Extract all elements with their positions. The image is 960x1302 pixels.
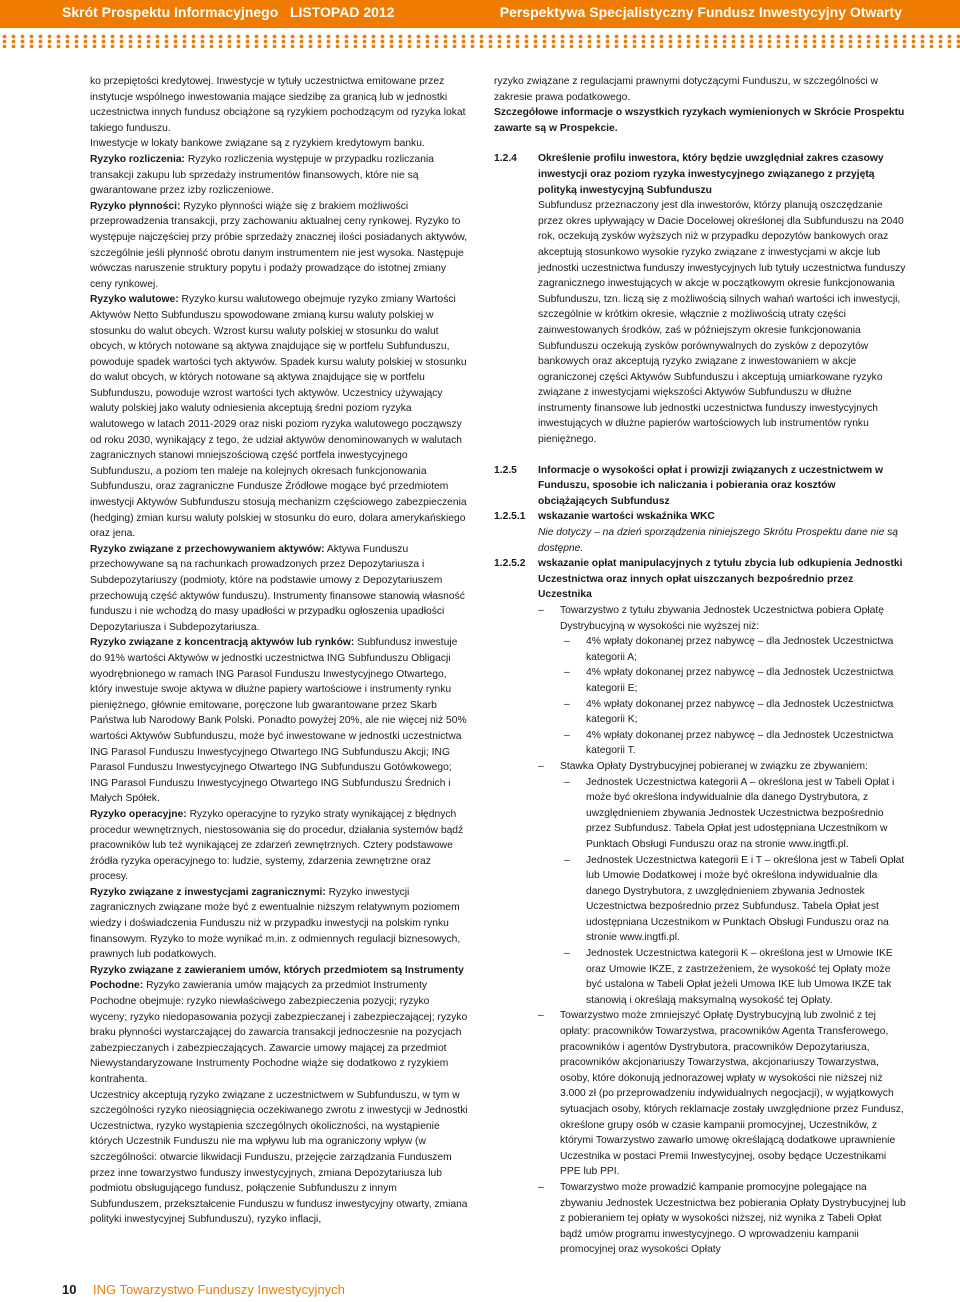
list-item: – 4% wpłaty dokonanej przez nabywcę – dla Jednostek Uczestnictwa kategorii T. [564, 729, 894, 757]
paragraph: Ryzyko operacyjne: Ryzyko operacyjne to ryzyko straty wynikającej z błędnych procedur wewnętrznych, niestosowania się do procedur, działania systemów bądź pracowników lub też wynikającej ze zdarzeń zewnętrznych. Cztery podstawowe źródła ryzyka operacyjnego to: ludzie, systemy, zdarzenia zewnętrzne oraz procesy. [90, 808, 464, 883]
section-body: Nie dotyczy – na dzień sporządzenia niniejszego Skrótu Prospektu dane nie są dostępne. [538, 527, 899, 554]
section-1-2-5-1 [494, 509, 906, 556]
dash-marker: – [564, 776, 570, 788]
section-1-2-4 [494, 151, 906, 447]
paragraph: Uczestnicy akceptują ryzyko związane z uczestnictwem w Subfunduszu, w tym w szczególności ryzyko nieosiągnięcia oczekiwanego zwrotu z inwestycji w Jednostki Uczestnictwa, ryzyko wystąpienia szczególnych okoliczności, na wystąpienie których Uczestnik Funduszu nie ma wpływu lub ma ograniczony wpływ (w szczególności: otwarcie likwidacji Funduszu, przejęcie zarządzania Funduszem przez inne towarzystwo funduszy inwestycyjnych, zmiana Depozytariusza lub podmiotu obsługującego fundusz, połączenie Subfunduszu z innym Subfunduszem, przekształcenie Funduszu w fundusz inwestycyjny otwarty, zmiana polityki inwestycyjnej Subfunduszu), ryzyko inflacji, [90, 1089, 468, 1226]
section-title: wskazanie wartości wskaźnika WKC [538, 511, 715, 523]
dash-marker: – [538, 1010, 544, 1022]
dash-marker: – [564, 948, 570, 960]
dotted-divider [0, 34, 960, 48]
left-column [90, 74, 468, 1228]
footer-company-name: ING Towarzystwo Funduszy Inwestycyjnych [93, 1282, 345, 1297]
list-item: – Jednostek Uczestnictwa kategorii K – określona jest w Umowie IKE oraz Umowie IKZE, z zastrzeżeniem, że wysokość tej Opłaty może być ustalona w Tabeli Opłat jeżeli Umowa IKE lub Umowa IKZE tak stanowią i określają maksymalną wysokość tej Opłaty. [564, 948, 893, 1006]
list-item: – Towarzystwo może zmniejszyć Opłatę Dystrybucyjną lub zwolnić z tej opłaty: pracowników Towarzystwa, pracowników Agenta Transferowego, pracowników i agentów Dystrybutora, pracowników Depozytariusza, pracowników akcjonariuszy Towarzystwa, akcjonariuszy Towarzystwa, osoby, które dokonują jednorazowej wpłaty w wysokości nie niższej niż 3.000 zł (po przeprowadzeniu indywidualnych negocjacji), w wyjątkowych sytuacjach osoby, których reklamacje zostały uwzględnione przez Fundusz, określone grupy osób w czasie kampanii promocyjnej, Uczestników, z którymi Towarzystwo zawarło umowę określającą dodatkowe uprawnienie Uczestnika w postaci Premii Inwestycyjnej, osoby będące Uczestnikami PPE lub PPI. [538, 1010, 904, 1178]
section-title: Informacje o wysokości opłat i prowizji związanych z uczestnictwem w Funduszu, sposobie ich naliczania i pobierania oraz kosztów obciążających Subfundusz [538, 464, 884, 507]
page-number: 10 [62, 1282, 77, 1297]
list-item: – 4% wpłaty dokonanej przez nabywcę – dla Jednostek Uczestnictwa kategorii K; [564, 698, 894, 726]
section-body: Subfundusz przeznaczony jest dla inwestorów, którzy planują oszczędzanie przez okres upływający w Dacie Docelowej określonej dla Subfunduszu na 2040 rok, oczekują zysków wyższych niż w przypadku depozytów bankowych oraz akceptują stosunkowo wysokie ryzyko związane z inwestycjami w akcje lub jednostki uczestnictwa funduszy inwestycyjnych lub tytuły uczestnictwa funduszy zagranicznego inwestujących w akcje w początkowym okresie funkcjonowania Subfunduszu, tzn. liczą się z możliwością silnych wahań wartości ich inwestycji, szczególnie w krótkim okresie, włącznie z możliwością utraty części zainwestowanych środków, zaś w późniejszym okresie funkcjonowania Subfunduszu oczekują zysków porównywalnych do zysków z depozytów bankowych oraz akceptują ryzyko związane z inwestowaniem w akcje ograniczonej części Aktywów Subfunduszu i akceptują umiarkowane ryzyko związane z inwestycjami większości Aktywów Subfunduszu w dłużne instrumenty finansowe lub jednostki uczestnictwa funduszy inwestycyjnych inwestujących w dłużne papierów wartościowych lub instrumentów rynku pieniężnego. [538, 200, 906, 446]
section-number: 1.2.5 [494, 464, 517, 476]
list-item: – Jednostek Uczestnictwa kategorii E i T – określona jest w Tabeli Opłat lub Umowie Dodatkowej i może być określona indywidualnie dla danego Dystrybutora, z uwzględnieniem zbywania Jednostek Uczestnictwa bezpośrednio przez Subfundusz. Tabela Opłat jest udostępniana Uczestnikom w Punktach Obsługi Funduszu oraz na stronie www.ingtfi.pl. [564, 854, 905, 944]
paragraph: Ryzyko płynności: Ryzyko płynności wiąże się z brakiem możliwości przeprowadzenia transakcji, przy zachowaniu aktualnej ceny rynkowej. Ryzyko to występuje najczęściej przy próbie sprzedaży znacznej ilości posiadanych aktywów, szczególnie jeśli płynność obrotu danym instrumentem nie jest wysoka. Następuje wówczas naruszenie struktury popytu i podaży prowadzące do istotnej zmiany ceny rynkowej. [90, 200, 468, 290]
header-title: Skrót Prospektu Informacyjnego LISTOPAD 2012 [62, 4, 395, 20]
list-item: – Stawka Opłaty Dystrybucyjnej pobieranej w związku ze zbywaniem: [494, 759, 906, 775]
list-item: – 4% wpłaty dokonanej przez nabywcę – dla Jednostek Uczestnictwa kategorii A; [564, 636, 894, 663]
paragraph: Ryzyko związane z przechowywaniem aktywów: Aktywa Funduszu przechowywane są na rachunkach prowadzonych przez Depozytariusza i Subdepozytariuszy (podmioty, które na podstawie umowy z Depozytariuszem przechowują część aktywów funduszu). Instrumenty finansowe stanowią własność funduszu i nie wchodzą do masy upadłości w przypadku ogłoszenia upadłości Depozytariusza i Subdepozytariusza. [90, 543, 465, 633]
section-number: 1.2.4 [494, 153, 517, 165]
paragraph: Szczegółowe informacje o wszystkich ryzykach wymienionych w Skrócie Prospektu zawarte są w Prospekcie. [494, 107, 905, 134]
paragraph: Ryzyko rozliczenia: Ryzyko rozliczenia występuje w przypadku rozliczania transakcji zakupu lub sprzedaży instrumentów finansowych, które nie są gwarantowane przez izby rozliczeniowe. [90, 153, 434, 197]
section-1-2-5 [494, 463, 906, 510]
paragraph: Ryzyko walutowe: Ryzyko kursu walutowego obejmuje ryzyko zmiany Wartości Aktywów Netto Subfunduszu spowodowane zmianą kursu waluty polskiej w stosunku do walut obcych. Wzrost kursu waluty polskiej w stosunku do walut obcych, w których notowane są aktywa znajdujące się w portfelu Subfunduszu, powoduje spadek wartości tych aktywów. Spadek kursu waluty polskiej w stosunku do walut obcych, w których notowane są aktywa znajdujące się w portfelu Subfunduszu, powoduje wzrost wartości tych aktywów. Uczestnicy używający waluty polskiej jako waluty odniesienia akceptują średni poziom ryzyka walutowego w latach 2011-2029 oraz niski poziom ryzyka walutowego począwszy od roku 2030, wynikający z tego, że udział aktywów denominowanych w walutach zagranicznych stanowi mniejszościową część portfela inwestycyjnego Subfunduszu, a poziom ten maleje na kolejnych okresach funkcjonowania Subfunduszu, oraz zagraniczne Fundusze Źródłowe mogące być przedmiotem inwestycji Aktywów Subfunduszu stosują mechanizm częściowego zabezpieczenia (hedging) zmian kursu waluty polskiej w stosunku do euro, dolara amerykańskiego oraz jena. [90, 294, 467, 540]
dash-marker: – [564, 729, 570, 741]
paragraph: ko przepiętości kredytowej. Inwestycje w tytuły uczestnictwa emitowane przez instytucje wspólnego inwestowania mające siedzibę za granicą lub w jednostki uczestnictwa innych fundusz obciążone są ryzykiem pochodzącym od ryzyka lokat takiego funduszu. [90, 76, 466, 134]
list-item: – 4% wpłaty dokonanej przez nabywcę – dla Jednostek Uczestnictwa kategorii E; [564, 667, 894, 694]
paragraph: Ryzyko związane z inwestycjami zagranicznymi: Ryzyko inwestycji zagranicznych związane może być z ewentualnie niższym relatywnym poziomem wiedzy i doświadczenia Funduszu niż w przypadku inwestycji na polskim rynku finansowym. Ryzyko to może wynikać m.in. z odmiennych regulacji biznesowych, prawnych lub podatkowych. [90, 886, 461, 961]
list-item: – Towarzystwo może prowadzić kampanie promocyjne polegające na zbywaniu Jednostek Uczestnictwa bez pobierania Opłaty Dystrybucyjnej lub z pobieraniem tej opłaty w wysokości niższej, niż wynika z Tabeli Opłat bądź umów programu inwestycyjnego. O wprowadzeniu kampanii promocyjnej oraz wysokości Opłaty [538, 1181, 906, 1256]
right-column [494, 74, 906, 1258]
dash-marker: – [538, 760, 544, 772]
paragraph: ryzyko związane z regulacjami prawnymi dotyczącymi Funduszu, w szczególności w zakresie prawa podatkowego. [494, 76, 878, 103]
paragraph: Inwestycje w lokaty bankowe związane są z ryzykiem kredytowym banku. [90, 138, 425, 150]
list-item: – Jednostek Uczestnictwa kategorii A – określona jest w Tabeli Opłat i może być określona indywidualnie dla danego Dystrybutora, z uwzględnieniem zbywania Jednostek Uczestnictwa bezpośrednio przez Subfundusz. Tabela Opłat jest udostępniana Uczestnikom w Punktach Obsługi Funduszu oraz na stronie www.ingtfi.pl. [564, 776, 895, 850]
dash-marker: – [538, 1181, 544, 1193]
section-title: Określenie profilu inwestora, który będzie uwzględniał zakres czasowy inwestycji oraz poziom ryzyka inwestycyjnego związanego z przyjętą polityką inwestycyjną Subfunduszu [538, 153, 884, 196]
dash-marker: – [564, 854, 570, 866]
section-title: wskazanie opłat manipulacyjnych z tytułu zbycia lub odkupienia Jednostki Uczestnictwa oraz innych opłat uiszczanych bezpośrednio przez Uczestnika [538, 558, 903, 601]
section-number: 1.2.5.1 [494, 511, 526, 523]
section-1-2-5-2 [494, 556, 906, 603]
dash-marker: – [564, 698, 570, 710]
dash-marker: – [564, 636, 570, 648]
paragraph: Ryzyko związane z zawieraniem umów, których przedmiotem są Instrumenty Pochodne: Ryzyko zawierania umów mających za przedmiot Instrumenty Pochodne obejmuje: ryzyko niewłaściwego zabezpieczenia pozycji; ryzyko wyceny; ryzyko niedopasowania pozycji zabezpieczanej i zabezpieczającej; ryzyko braku płynności wystarczającej do zawarcia transakcji jednoczesnie na pozycjach zabezpieczanych i zabezpieczających. Zawarcie umowy mającej za przedmiot Niewystandaryzowane Instrumenty Pochodne wiąże się dodatkowo z ryzykiem kontrahenta. [90, 964, 468, 1085]
paragraph: Ryzyko związane z koncentracją aktywów lub rynków: Subfundusz inwestuje do 91% wartości Aktywów w jednostki uczestnictwa ING Subfunduszu Obligacji wyodrębnionego w ramach ING Parasol Funduszu Inwestycyjnego Otwartego, który inwestuje swoje aktywa w dłużne papiery wartościowe i instrumenty rynku pieniężnego, głównie emitowane, poręczone lub gwarantowane przez Skarb Państwa lub Narodowy Bank Polski. Ponadto powyżej 20%, ale nie więcej niż 50% wartości Aktywów Subfunduszu, może być inwestowane w jednostki uczestnictwa ING Parasol Funduszu Inwestycyjnego Otwartego ING Subfunduszu Akcji; ING Parasol Funduszu Inwestycyjnego Otwartego ING Subfunduszu Gotówkowego; ING Parasol Funduszu Inwestycyjnego Otwartego ING Subfunduszu Średnich i Małych Spółek. [90, 637, 467, 805]
dash-marker: – [564, 667, 570, 679]
section-number: 1.2.5.2 [494, 558, 526, 570]
header-fund-name: Perspektywa Specjalistyczny Fundusz Inwestycyjny Otwarty [499, 4, 902, 20]
dash-marker: – [538, 605, 544, 616]
list-item: – Towarzystwo z tytułu zbywania Jednostek Uczestnictwa pobiera Opłatę Dystrybucyjną w wysokości nie wyższej niż: [538, 605, 884, 632]
header-bar [0, 0, 960, 28]
